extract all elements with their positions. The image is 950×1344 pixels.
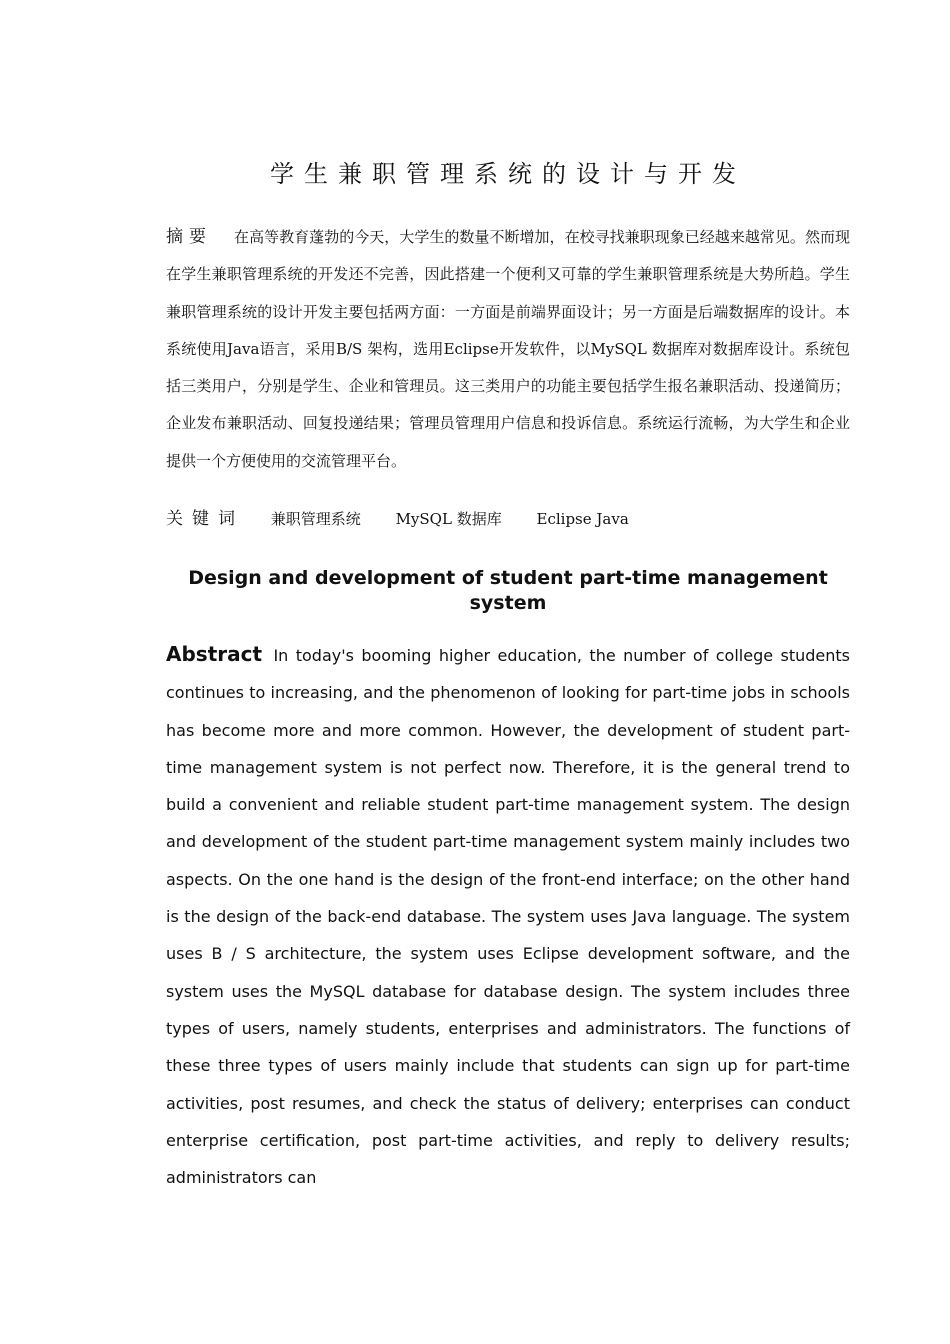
english-abstract-text: In today's booming higher education, the number of college students continues to increasing, and the phenomenon of looking for part-time jobs in schools has become more and more common. However, the development of student part-time management system is not perfect now. Therefore, it is the general trend to build a convenient and reliable student part-time management system. The design and development of the student part-time management system mainly includes two aspects. On the one hand is the design of the front-end interface; on the other hand is the design of the back-end database. The system uses Java language. The system uses B / S architecture, the system uses Eclipse development software, and the system uses the MySQL database for database design. The system includes three types of users, namely students, enterprises and administrators. The functions of these three types of users mainly include that students can sign up for part-time activities, post resumes, and check the status of delivery; enterprises can conduct enterprise certification, post part-time activities, and reply to delivery results; administrators can: [166, 646, 850, 1188]
keyword-item: Eclipse Java: [536, 510, 629, 528]
chinese-abstract-label: 摘要: [166, 227, 213, 247]
chinese-abstract-text: 在高等教育蓬勃的今天，大学生的数量不断增加，在校寻找兼职现象已经越来越常见。然而现在学生兼职管理系统的开发还不完善，因此搭建一个便利又可靠的学生兼职管理系统是大势所趋。学生兼职管理系统的设计开发主要包括两方面：一方面是前端界面设计；另一方面是后端数据库的设计。本系统使用Java语言，采用B/S 架构，选用Eclipse开发软件，以MySQL 数据库对数据库设计。系统包括三类用户，分别是学生、企业和管理员。这三类用户的功能主要包括学生报名兼职活动、投递简历；企业发布兼职活动、回复投递结果；管理员管理用户信息和投诉信息。系统运行流畅，为大学生和企业提供一个方便使用的交流管理平台。: [166, 228, 850, 470]
english-abstract: [166, 636, 850, 1196]
chinese-abstract: [166, 219, 850, 480]
keyword-item: MySQL 数据库: [395, 510, 502, 528]
chinese-keywords: [166, 502, 850, 536]
chinese-title: 学生兼职管理系统的设计与开发: [270, 160, 746, 188]
english-abstract-label: Abstract: [166, 642, 263, 666]
keywords-label: 关键词: [166, 509, 244, 529]
keyword-item: 兼职管理系统: [270, 510, 361, 528]
english-title: Design and development of student part-time management system: [188, 567, 828, 614]
